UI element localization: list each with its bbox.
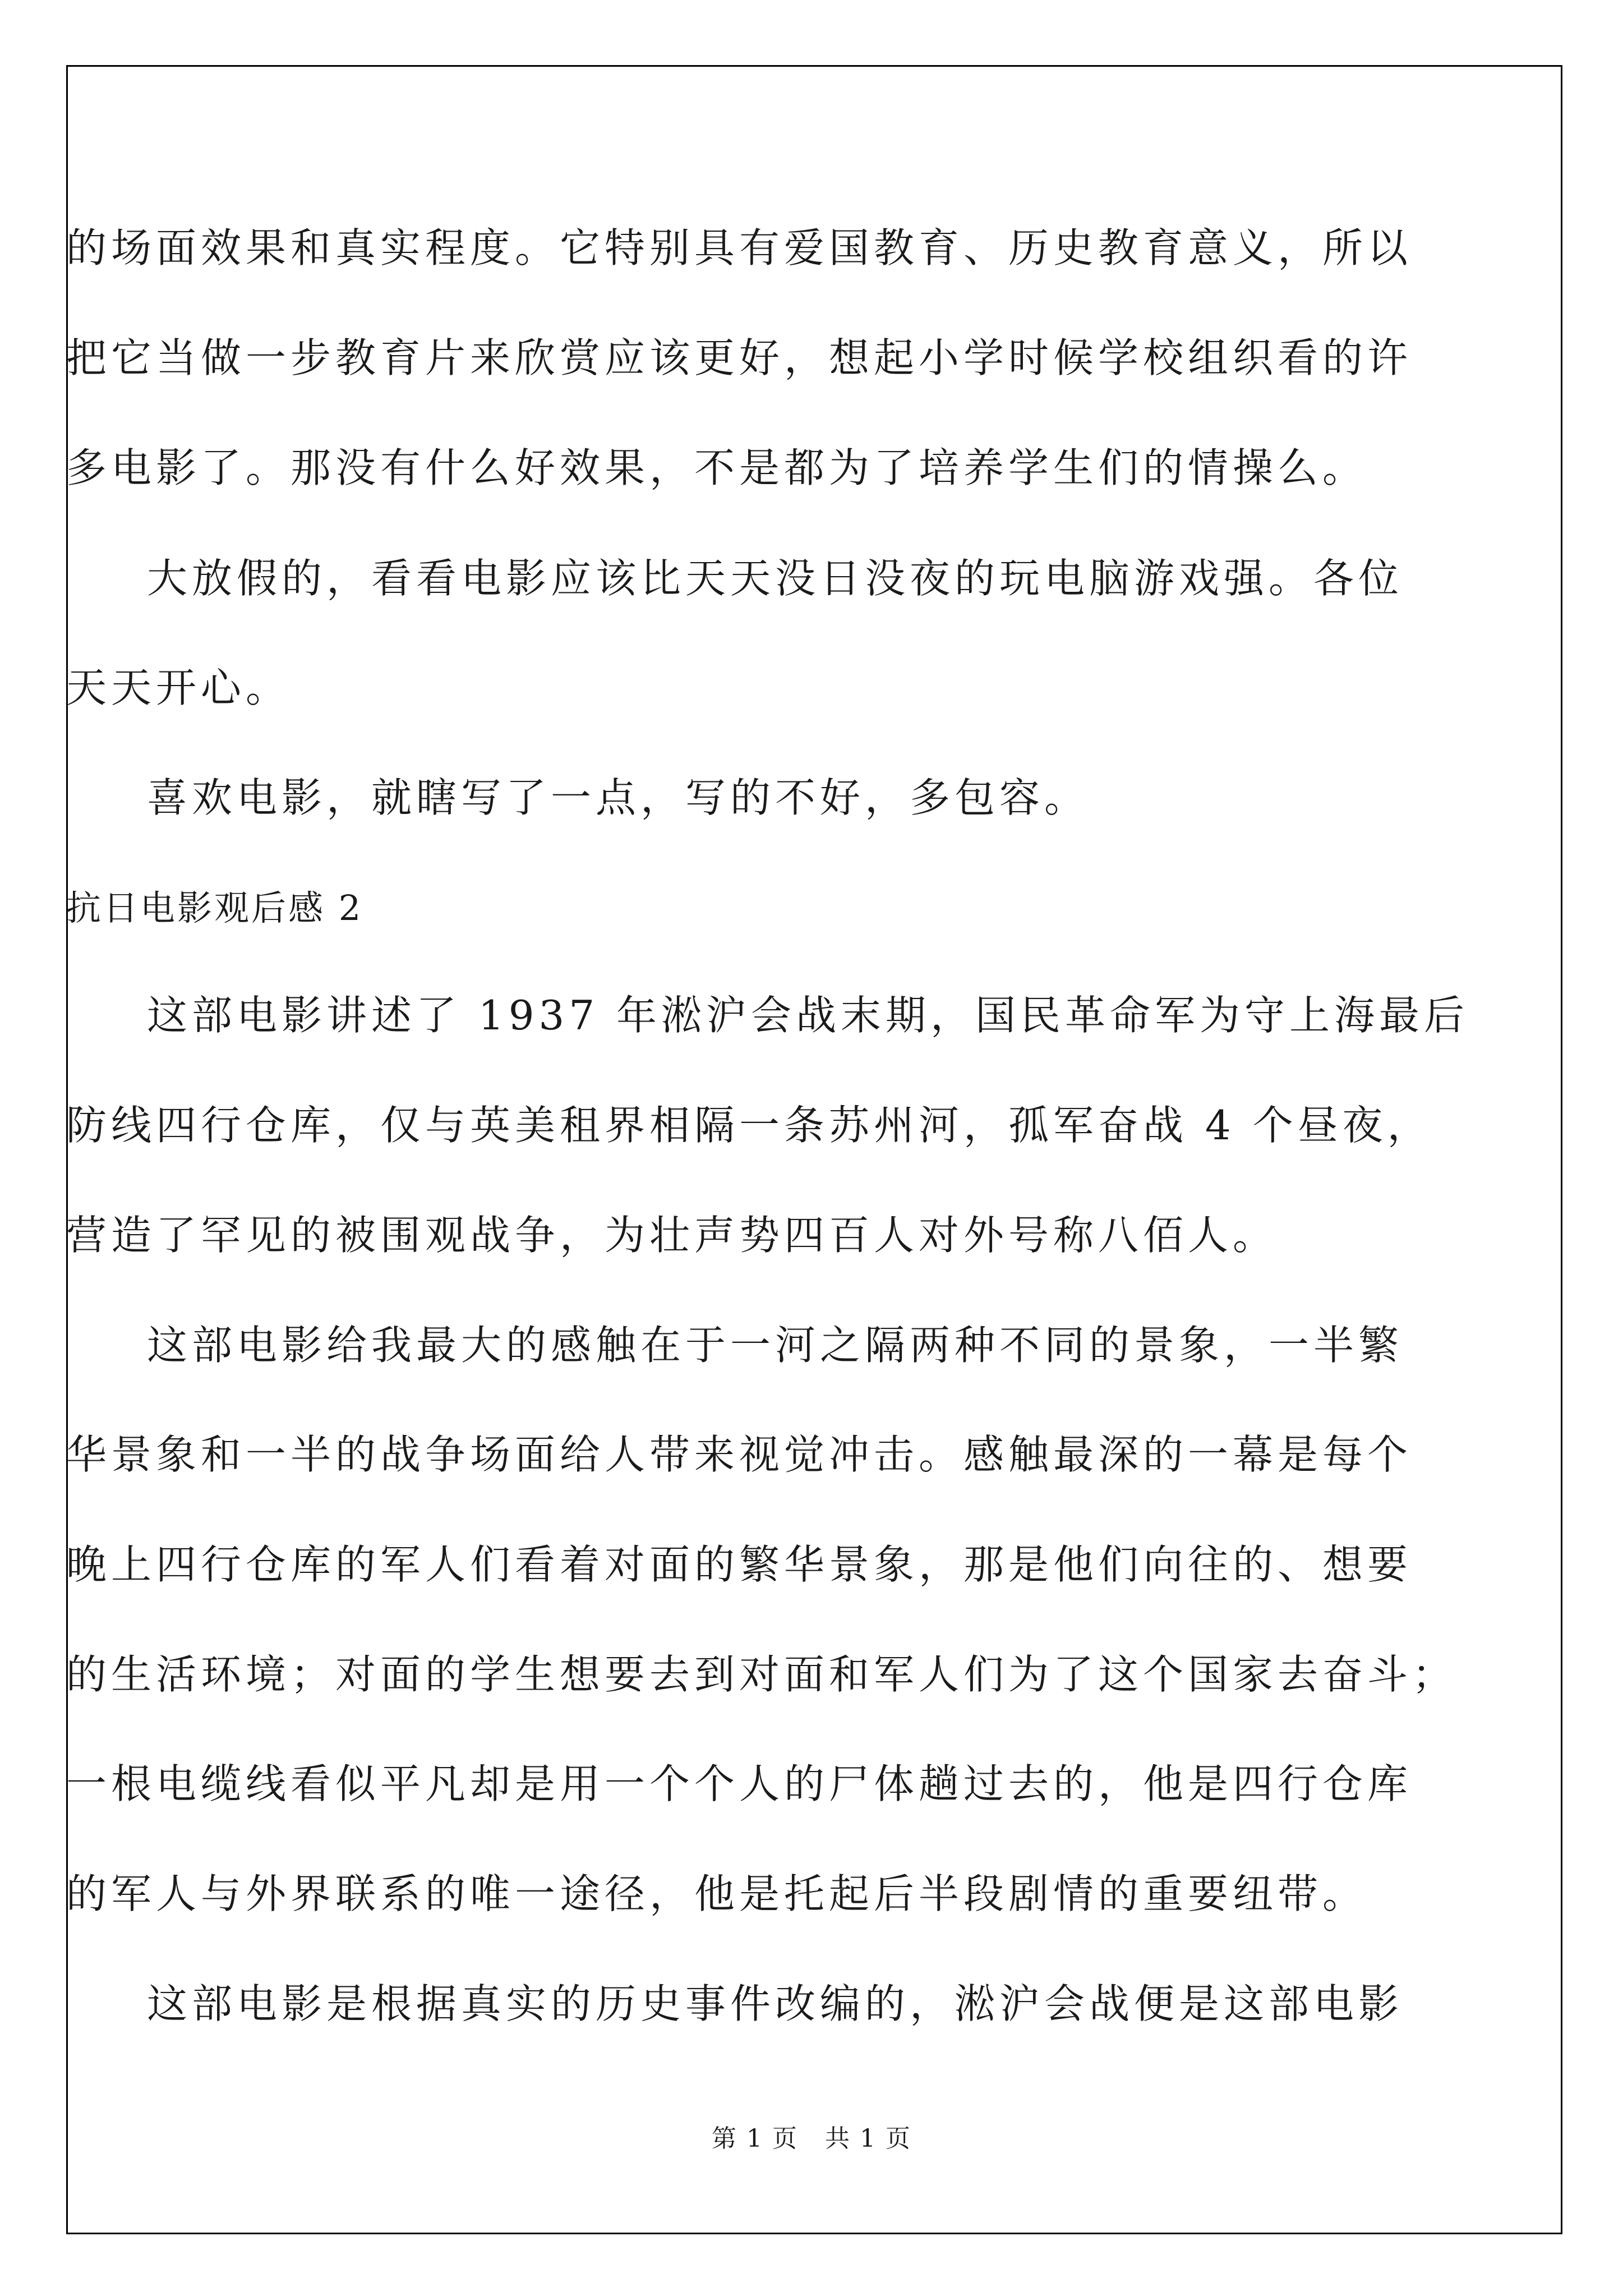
text-line: 晚上四行仓库的军人们看着对面的繁华景象，那是他们向往的、想要 xyxy=(66,1541,1413,1588)
text-line: 防线四行仓库，仅与英美租界相隔一条苏州河，孤军奋战 4 个昼夜， xyxy=(66,1102,1432,1149)
text-line: 一根电缆线看似平凡却是用一个个人的尸体趟过去的，他是四行仓库 xyxy=(66,1760,1413,1807)
paragraph-start: 这部电影给我最大的感触在于一河之隔两种不同的景象，一半繁 xyxy=(147,1322,1404,1369)
text-line: 多电影了。那没有什么好效果，不是都为了培养学生们的情操么。 xyxy=(66,444,1368,491)
page-number: 第 1 页 xyxy=(712,2124,799,2153)
page-total: 共 1 页 xyxy=(824,2124,911,2153)
text-line: 把它当做一步教育片来欣赏应该更好，想起小学时候学校组织看的许 xyxy=(66,334,1413,381)
text-line: 的军人与外界联系的唯一途径，他是托起后半段剧情的重要纽带。 xyxy=(66,1870,1368,1917)
text-line: 的生活环境；对面的学生想要去到对面和军人们为了这个国家去奋斗； xyxy=(66,1651,1458,1698)
section-heading: 抗日电影观后感 2 xyxy=(66,887,363,928)
page-footer xyxy=(0,2122,1623,2156)
paragraph-start: 这部电影是根据真实的历史事件改编的，淞沪会战便是这部电影 xyxy=(147,1980,1404,2027)
text-line: 的场面效果和真实程度。它特别具有爱国教育、历史教育意义，所以 xyxy=(66,224,1413,272)
text-line: 华景象和一半的战争场面给人带来视觉冲击。感触最深的一幕是每个 xyxy=(66,1431,1413,1478)
text-line: 营造了罕见的被围观战争，为壮声势四百人对外号称八佰人。 xyxy=(66,1212,1278,1259)
paragraph-start: 大放假的，看看电影应该比天天没日没夜的玩电脑游戏强。各位 xyxy=(147,555,1404,602)
paragraph-start: 喜欢电影，就瞎写了一点，写的不好，多包容。 xyxy=(147,774,1090,821)
footer-spacer xyxy=(798,2124,825,2153)
text-line: 天天开心。 xyxy=(66,664,291,711)
paragraph-start: 这部电影讲述了 1937 年淞沪会战末期，国民革命军为守上海最后 xyxy=(147,992,1469,1039)
